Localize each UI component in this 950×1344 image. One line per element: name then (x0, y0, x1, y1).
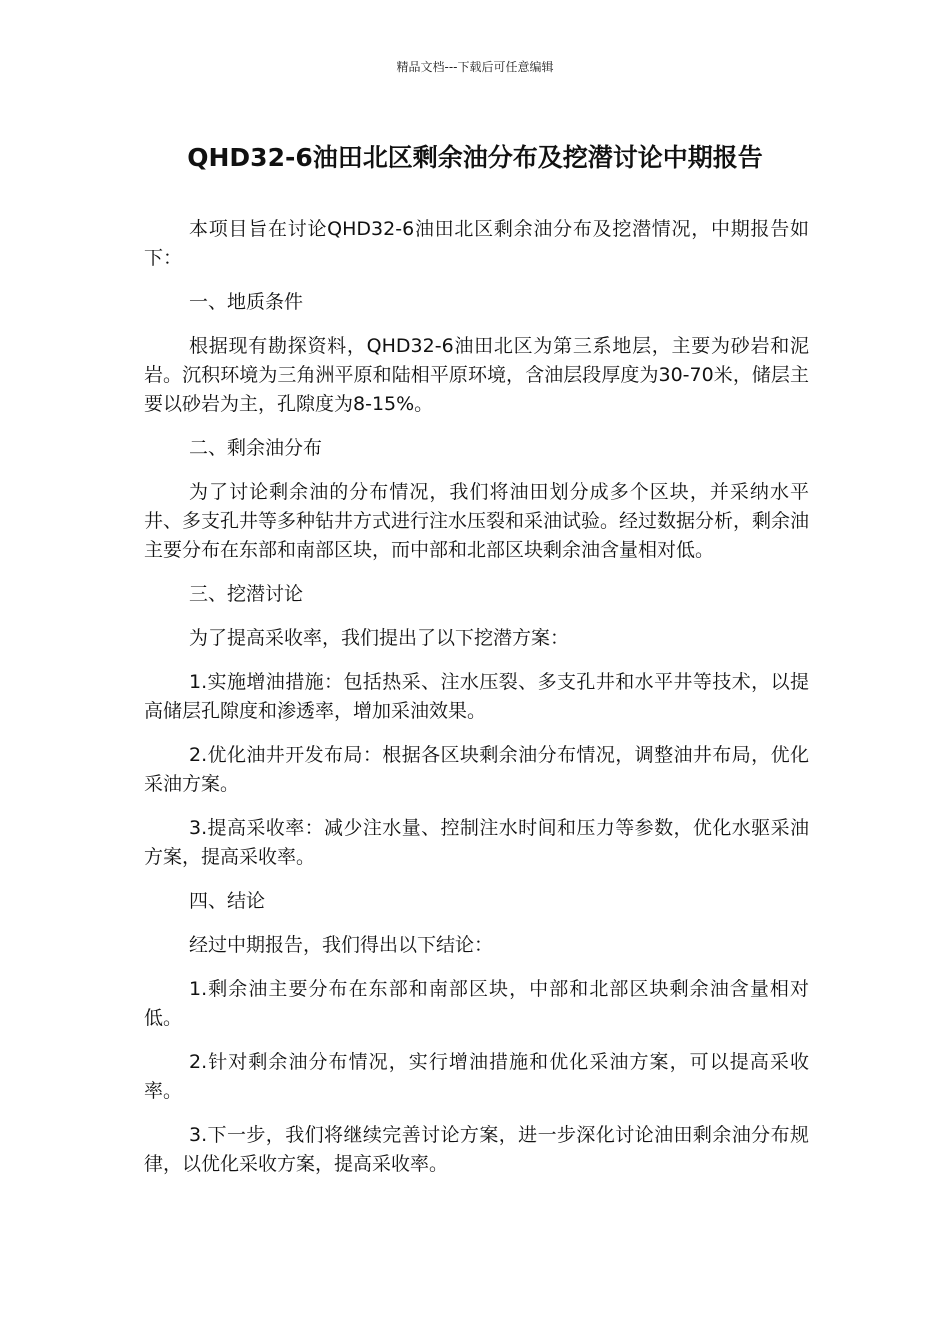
conclusion-item: 2.针对剩余油分布情况，实行增油措施和优化采油方案，可以提高采收率。 (144, 1051, 809, 1102)
section-heading-geology: 一、地质条件 (189, 291, 304, 313)
remaining-oil-paragraph: 为了讨论剩余油的分布情况，我们将油田划分成多个区块，并采纳水平井、多支孔井等多种钻井方式进行注水压裂和采油试验。经过数据分析，剩余油主要分布在东部和南部区块，而中部和北部区块剩余油含量相对低。 (144, 481, 810, 561)
section-heading-potential: 三、挖潜讨论 (189, 583, 304, 605)
page-header: 精品文档---下载后可任意编辑 (396, 60, 554, 74)
potential-intro-paragraph: 为了提高采收率，我们提出了以下挖潜方案： (189, 627, 570, 649)
conclusion-item: 1.剩余油主要分布在东部和南部区块，中部和北部区块剩余油含量相对低。 (144, 978, 809, 1029)
conclusion-intro-paragraph: 经过中期报告，我们得出以下结论： (189, 934, 494, 956)
conclusion-item: 3.下一步，我们将继续完善讨论方案，进一步深化讨论油田剩余油分布规律，以优化采收方案，提高采收率。 (144, 1124, 809, 1175)
potential-item: 2.优化油井开发布局：根据各区块剩余油分布情况，调整油井布局，优化采油方案。 (144, 744, 809, 795)
document-title: QHD32-6油田北区剩余油分布及挖潜讨论中期报告 (187, 143, 763, 172)
document-body (144, 215, 809, 1194)
geology-paragraph: 根据现有勘探资料，QHD32-6油田北区为第三系地层，主要为砂岩和泥岩。沉积环境为三角洲平原和陆相平原环境，含油层段厚度为30-70米，储层主要以砂岩为主，孔隙度为8-15%。 (144, 335, 809, 415)
section-heading-remaining-oil: 二、剩余油分布 (189, 437, 323, 459)
potential-item: 3.提高采收率：减少注水量、控制注水时间和压力等参数，优化水驱采油方案，提高采收率。 (144, 817, 809, 868)
potential-item: 1.实施增油措施：包括热采、注水压裂、多支孔井和水平井等技术，以提高储层孔隙度和渗透率，增加采油效果。 (144, 671, 809, 722)
section-heading-conclusion: 四、结论 (189, 890, 266, 912)
intro-paragraph: 本项目旨在讨论QHD32-6油田北区剩余油分布及挖潜情况，中期报告如下： (144, 218, 809, 269)
